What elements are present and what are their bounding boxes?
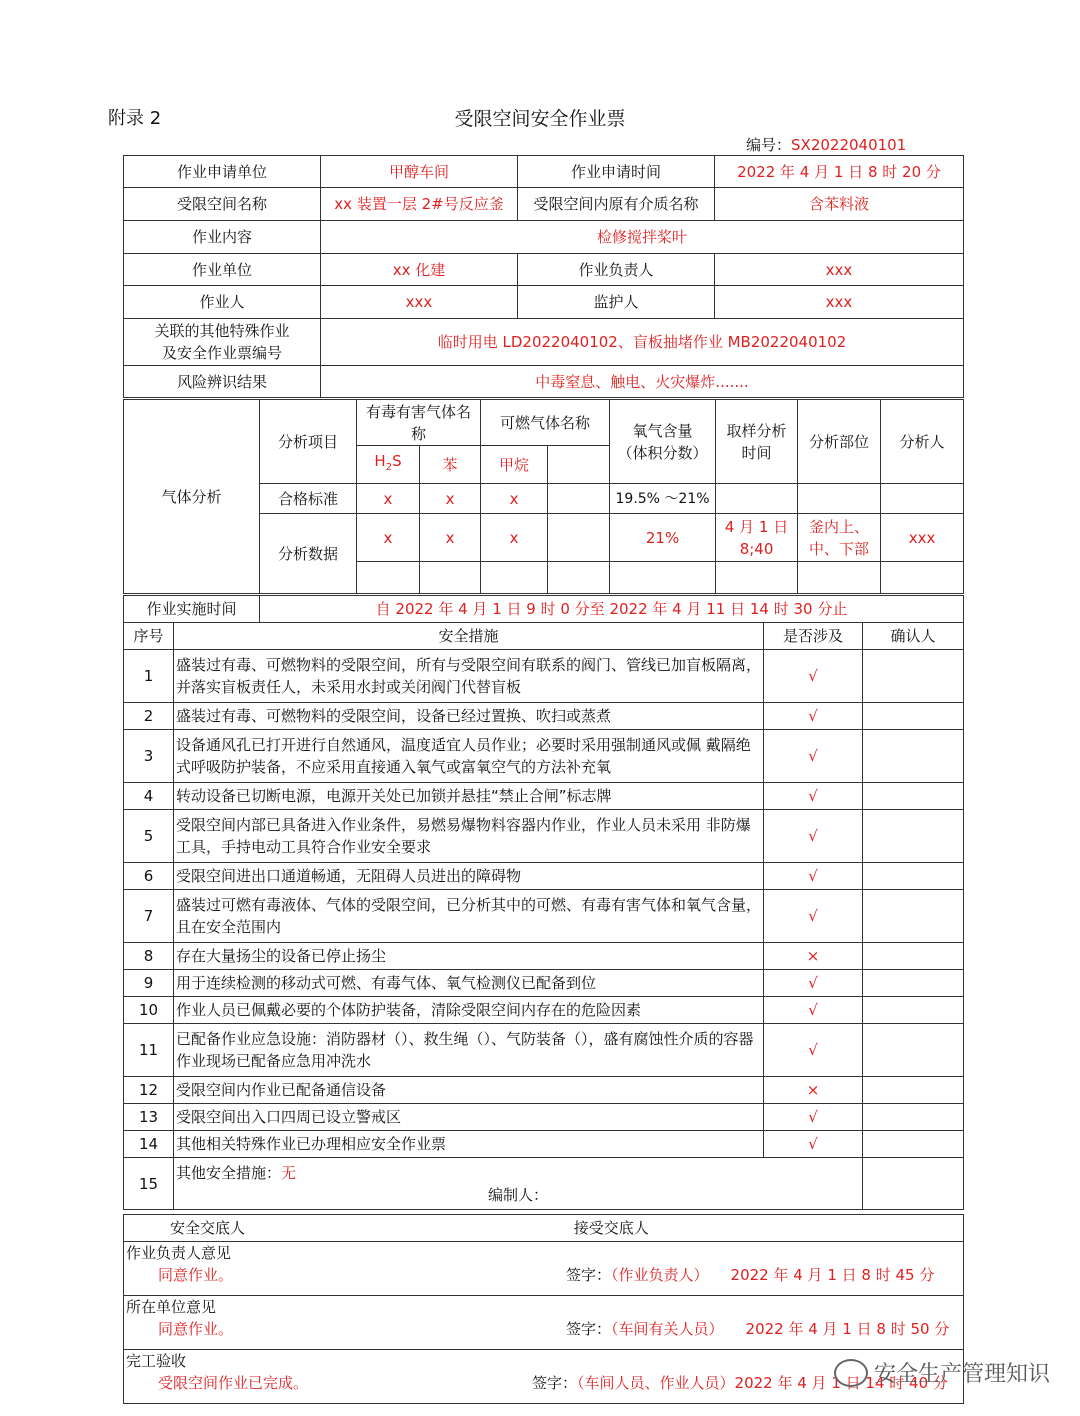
measures-header-measure: 安全措施 xyxy=(174,623,764,650)
measure-involved-mark: √ xyxy=(764,810,863,863)
handover-row xyxy=(124,1215,964,1242)
content-value: 检修搅拌桨叶 xyxy=(321,221,964,254)
gas-benzene: 苯 xyxy=(420,446,481,484)
apply-unit-value: 甲醇车间 xyxy=(321,156,518,188)
measures-header-no: 序号 xyxy=(124,623,174,650)
gas-empty xyxy=(548,446,610,484)
info-table xyxy=(123,155,964,398)
signer: （车间有关人员） xyxy=(611,1320,724,1338)
analyst-label: 分析人 xyxy=(881,400,964,484)
related-label-line2: 及安全作业票编号 xyxy=(161,344,282,362)
measure-no: 3 xyxy=(124,730,174,783)
appendix-label: 附录 2 xyxy=(108,108,162,129)
measure-confirm xyxy=(863,810,964,863)
measure-text: 其他相关特殊作业已办理相应安全作业票 xyxy=(174,1131,764,1158)
measure-involved-mark: √ xyxy=(764,890,863,943)
measure-no: 2 xyxy=(124,703,174,730)
sign-date: 2022 年 4 月 1 日 8 时 45 分 xyxy=(730,1266,935,1284)
flammable-gas-label: 可燃气体名称 xyxy=(481,400,610,446)
worker-value: xxx xyxy=(321,286,518,319)
exec-time-value: 自 2022 年 4 月 1 日 9 时 0 分至 2022 年 4 月 11 日 14 时 30 分止 xyxy=(260,596,964,623)
measure-row xyxy=(124,943,964,970)
measure-text: 存在大量扬尘的设备已停止扬尘 xyxy=(174,943,764,970)
other-measures xyxy=(174,1158,863,1210)
medium-label: 受限空间内原有介质名称 xyxy=(518,188,715,221)
measure-no: 10 xyxy=(124,997,174,1024)
sample-time xyxy=(716,514,798,562)
analysis-location-line1: 釜内上、 xyxy=(809,517,870,536)
opinion-title: 所在单位意见 xyxy=(126,1298,217,1316)
sign-label: 签字： xyxy=(566,1320,612,1338)
oxygen-standard: 19.5% ～21% xyxy=(610,484,716,514)
oxygen-data: 21% xyxy=(610,514,716,562)
space-name-label: 受限空间名称 xyxy=(124,188,321,221)
oxygen-label-line1: 氧气含量 xyxy=(632,421,693,440)
std-value: x xyxy=(481,484,548,514)
measure-involved-mark: √ xyxy=(764,1104,863,1131)
measure-no: 8 xyxy=(124,943,174,970)
std-empty xyxy=(881,484,964,514)
measure-involved-mark: √ xyxy=(764,730,863,783)
opinion-text: 受限空间作业已完成。 xyxy=(158,1374,309,1392)
measure-text: 受限空间内作业已配备通信设备 xyxy=(174,1077,764,1104)
measure-row xyxy=(124,997,964,1024)
related-label-line1: 关联的其他特殊作业 xyxy=(154,322,290,340)
analysis-location-label: 分析部位 xyxy=(798,400,881,484)
opinion-signature xyxy=(566,1318,949,1340)
measure-involved-mark: × xyxy=(764,943,863,970)
data-value: x xyxy=(481,514,548,562)
measure-row xyxy=(124,730,964,783)
standard-label: 合格标准 xyxy=(260,484,357,514)
sample-time-line2: 8;40 xyxy=(739,539,774,558)
data-value: x xyxy=(357,514,420,562)
analysis-location xyxy=(798,514,881,562)
measure-confirm xyxy=(863,730,964,783)
apply-unit-label: 作业申请单位 xyxy=(124,156,321,188)
opinion-text: 同意作业。 xyxy=(158,1266,234,1284)
sign-label: 签字： xyxy=(566,1266,612,1284)
measure-confirm xyxy=(863,1131,964,1158)
measure-row xyxy=(124,863,964,890)
measure-involved-mark: √ xyxy=(764,650,863,703)
sign-label: 签字： xyxy=(532,1374,578,1392)
safety-measures-table xyxy=(123,622,964,1210)
apply-time-value: 2022 年 4 月 1 日 8 时 20 分 xyxy=(715,156,964,188)
data-empty xyxy=(610,562,716,594)
measure-involved-mark: √ xyxy=(764,997,863,1024)
data-empty xyxy=(481,562,548,594)
data-empty xyxy=(716,562,798,594)
data-empty xyxy=(548,514,610,562)
measure-row xyxy=(124,1077,964,1104)
page-title: 受限空间安全作业票 xyxy=(454,108,626,130)
measure-no: 1 xyxy=(124,650,174,703)
measure-involved-mark: √ xyxy=(764,1024,863,1077)
measure-text: 盛装过有毒、可燃物料的受限空间，设备已经过置换、吹扫或蒸煮 xyxy=(174,703,764,730)
data-label: 分析数据 xyxy=(260,514,357,594)
std-empty xyxy=(548,484,610,514)
measure-row xyxy=(124,703,964,730)
measure-text: 设备通风孔已打开进行自然通风，温度适宜人员作业；必要时采用强制通风或佩 戴隔绝式呼吸防护装备，不应采用直接通入氧气或富氧空气的方法补充氧 xyxy=(174,730,764,783)
measure-no: 14 xyxy=(124,1131,174,1158)
sign-date: 2022 年 4 月 1 日 8 时 50 分 xyxy=(745,1320,950,1338)
leader-label: 作业负责人 xyxy=(518,254,715,286)
related-label xyxy=(124,319,321,366)
measure-no: 6 xyxy=(124,863,174,890)
measure-confirm xyxy=(863,997,964,1024)
measure-involved-mark: × xyxy=(764,1077,863,1104)
risk-label: 风险辨识结果 xyxy=(124,366,321,398)
ticket-number-label: 编号： xyxy=(746,136,792,154)
data-empty xyxy=(420,562,481,594)
sample-time-label-line2: 时间 xyxy=(741,443,772,462)
sample-time-label xyxy=(716,400,798,484)
measure-row xyxy=(124,1104,964,1131)
measure-row xyxy=(124,783,964,810)
wechat-icon xyxy=(834,1359,868,1387)
std-value: x xyxy=(420,484,481,514)
watermark-text: 安全生产管理知识 xyxy=(873,1362,1050,1387)
measure-involved-mark: √ xyxy=(764,1131,863,1158)
unit-opinion xyxy=(124,1296,964,1350)
std-value: x xyxy=(357,484,420,514)
gas-h2s-main: H xyxy=(374,452,386,470)
gas-h2s xyxy=(357,446,420,484)
apply-time-label: 作业申请时间 xyxy=(518,156,715,188)
measure-confirm xyxy=(863,783,964,810)
exec-time-label: 作业实施时间 xyxy=(124,596,260,623)
handover-giver: 安全交底人 xyxy=(170,1219,246,1237)
data-empty xyxy=(548,562,610,594)
measures-header-involved: 是否涉及 xyxy=(764,623,863,650)
measure-text: 转动设备已切断电源，电源开关处已加锁并悬挂“禁止合闸”标志牌 xyxy=(174,783,764,810)
opinion-signature xyxy=(566,1264,934,1286)
medium-value: 含苯料液 xyxy=(715,188,964,221)
oxygen-label xyxy=(610,400,716,484)
measure-text: 受限空间出入口四周已设立警戒区 xyxy=(174,1104,764,1131)
leader-opinion xyxy=(124,1242,964,1296)
measure-confirm xyxy=(863,890,964,943)
work-unit-label: 作业单位 xyxy=(124,254,321,286)
measure-text: 盛装过可燃有毒液体、气体的受限空间，已分析其中的可燃、有毒有害气体和氧气含量，且在安全范围内 xyxy=(174,890,764,943)
measure-confirm xyxy=(863,943,964,970)
gas-section-label: 气体分析 xyxy=(124,400,260,594)
opinion-title: 作业负责人意见 xyxy=(126,1244,232,1262)
signer: （车间人员、作业人员） xyxy=(577,1374,735,1392)
measure-row xyxy=(124,970,964,997)
watermark xyxy=(834,1357,1050,1388)
measure-text: 用于连续检测的移动式可燃、有毒气体、氧气检测仪已配备到位 xyxy=(174,970,764,997)
handover-receiver: 接受交底人 xyxy=(573,1219,649,1237)
measure-row xyxy=(124,1024,964,1077)
measure-confirm xyxy=(863,1077,964,1104)
measure-no: 15 xyxy=(124,1158,174,1210)
measure-no: 12 xyxy=(124,1077,174,1104)
other-measures-label: 其他安全措施： xyxy=(176,1164,282,1182)
measure-no: 4 xyxy=(124,783,174,810)
std-empty xyxy=(798,484,881,514)
toxic-gas-label: 有毒有害气体名称 xyxy=(357,400,481,446)
exec-time-table xyxy=(123,595,964,623)
measure-row xyxy=(124,810,964,863)
measure-no: 5 xyxy=(124,810,174,863)
measures-header-confirm: 确认人 xyxy=(863,623,964,650)
measure-confirm xyxy=(863,703,964,730)
ticket-number-value: SX2022040101 xyxy=(791,136,907,154)
gas-table xyxy=(123,399,964,594)
opinion-text: 同意作业。 xyxy=(158,1320,234,1338)
compiler-label: 编制人： xyxy=(488,1186,549,1204)
measure-text: 盛装过有毒、可燃物料的受限空间，所有与受限空间有联系的阀门、管线已加盲板隔离，并落实盲板责任人，未采用水封或关闭阀门代替盲板 xyxy=(174,650,764,703)
measure-no: 13 xyxy=(124,1104,174,1131)
content-label: 作业内容 xyxy=(124,221,321,254)
worker-label: 作业人 xyxy=(124,286,321,319)
other-measures-value: 无 xyxy=(281,1164,297,1182)
measure-confirm xyxy=(863,970,964,997)
measure-no: 7 xyxy=(124,890,174,943)
measure-text: 已配备作业应急设施：消防器材（）、救生绳（）、气防装备（），盛有腐蚀性介质的容器作业现场已配备应急用冲洗水 xyxy=(174,1024,764,1077)
leader-value: xxx xyxy=(715,254,964,286)
other-confirm xyxy=(863,1158,964,1210)
measure-row xyxy=(124,1131,964,1158)
analysis-item-label: 分析项目 xyxy=(260,400,357,484)
guardian-label: 监护人 xyxy=(518,286,715,319)
measure-text: 受限空间内部已具备进入作业条件，易燃易爆物料容器内作业，作业人员未采用 非防爆工具，手持电动工具符合作业安全要求 xyxy=(174,810,764,863)
oxygen-label-line2: （体积分数） xyxy=(617,443,708,462)
measure-involved-mark: √ xyxy=(764,783,863,810)
measure-involved-mark: √ xyxy=(764,863,863,890)
measure-involved-mark: √ xyxy=(764,970,863,997)
gas-h2s-tail: S xyxy=(392,452,402,470)
opinion-title: 完工验收 xyxy=(126,1352,187,1370)
gas-h2s-sub: 2 xyxy=(385,462,393,473)
data-empty xyxy=(798,562,881,594)
measure-text: 受限空间进出口通道畅通，无阻碍人员进出的障碍物 xyxy=(174,863,764,890)
measure-no: 11 xyxy=(124,1024,174,1077)
sample-time-line1: 4 月 1 日 xyxy=(724,517,789,536)
work-unit-value: xx 化建 xyxy=(321,254,518,286)
data-empty xyxy=(357,562,420,594)
guardian-value: xxx xyxy=(715,286,964,319)
measure-row xyxy=(124,650,964,703)
measure-confirm xyxy=(863,1104,964,1131)
measure-no: 9 xyxy=(124,970,174,997)
sample-time-label-line1: 取样分析 xyxy=(726,421,787,440)
signer: （作业负责人） xyxy=(611,1266,709,1284)
related-value: 临时用电 LD2022040102、盲板抽堵作业 MB2022040102 xyxy=(321,319,964,366)
gas-methane: 甲烷 xyxy=(481,446,548,484)
space-name-value: xx 装置一层 2#号反应釜 xyxy=(321,188,518,221)
analysis-location-line2: 中、下部 xyxy=(809,539,870,558)
measure-confirm xyxy=(863,650,964,703)
measure-row xyxy=(124,890,964,943)
measure-confirm xyxy=(863,1024,964,1077)
measure-involved-mark: √ xyxy=(764,703,863,730)
data-value: x xyxy=(420,514,481,562)
data-empty xyxy=(881,562,964,594)
measure-confirm xyxy=(863,863,964,890)
sign-date: 2022 年 4 月 1 日 14 时 40 分 xyxy=(734,1374,948,1392)
risk-value: 中毒窒息、触电、火灾爆炸....... xyxy=(321,366,964,398)
std-empty xyxy=(716,484,798,514)
measure-text: 作业人员已佩戴必要的个体防护装备，清除受限空间内存在的危险因素 xyxy=(174,997,764,1024)
analyst-value: xxx xyxy=(881,514,964,562)
ticket-number xyxy=(746,134,906,155)
